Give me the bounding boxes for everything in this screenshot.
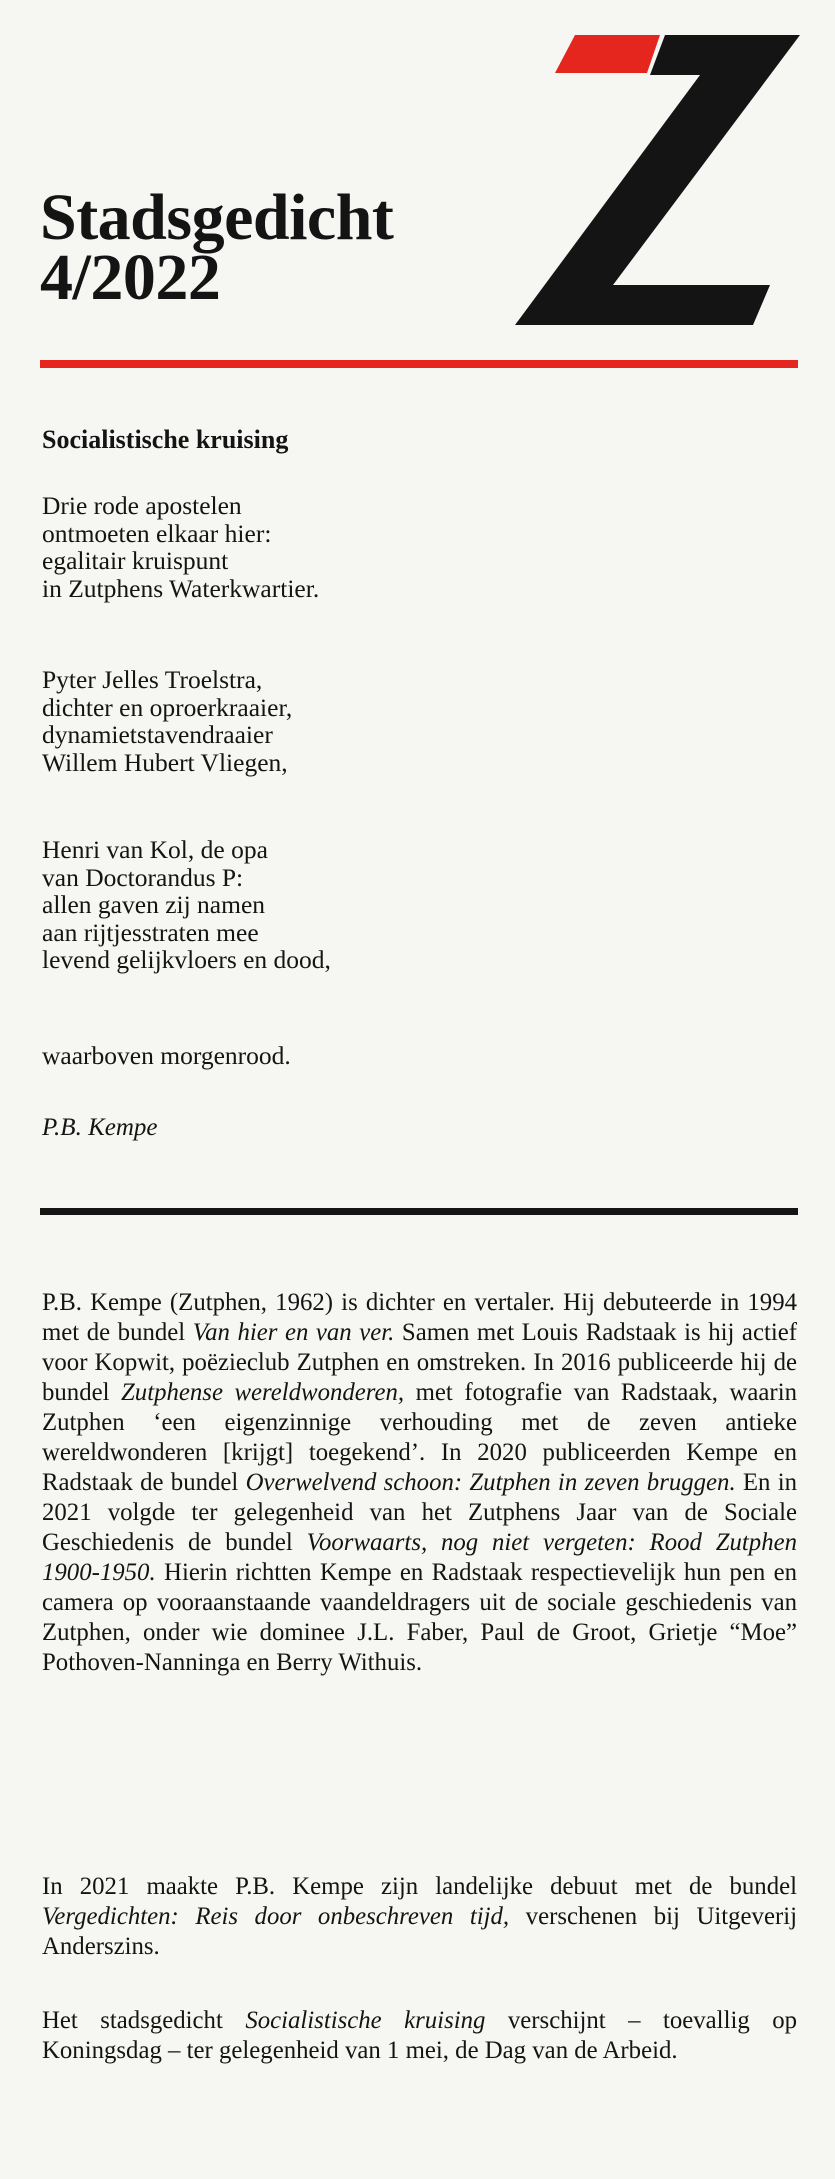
bio-text: Hierin richtten Kempe en Radstaak respectievelijk hun pen en camera op vooraanstaande vaandeldragers uit de sociale geschiedenis van Zutphen, onder wie dominee J.L. Faber, Paul de Groot, Grietje “Moe” Pothoven-Nanninga en Berry Withuis. [42, 1559, 797, 1676]
bio-text: verschijnt – toevallig op Koningsdag – ter gelegenheid van 1 mei, de Dag van de Arbeid. [42, 2007, 797, 2064]
title-line-2: 4/2022 [40, 241, 221, 314]
poem-line: dichter en oproerkraaier, [42, 692, 293, 722]
poem-line: dynamietstavendraaier [42, 720, 273, 749]
bio-text: En in 2021 volgde ter gelegenheid van het Zutphens Jaar van de Sociale Geschiedenis de bundel [42, 1469, 798, 1556]
poem-stanza-4 [42, 1042, 291, 1070]
z-logo-icon [515, 35, 805, 330]
title-line-1: Stadsgedicht [40, 181, 394, 254]
poem-line: Drie rode apostelen [42, 491, 242, 520]
poem-line: Henri van Kol, de opa [42, 835, 268, 864]
poem-line: Willem Hubert Vliegen, [42, 747, 288, 777]
poem-stanza-2 [42, 666, 292, 776]
bio-paragraph-1 [42, 1288, 797, 1678]
page-title [40, 181, 394, 314]
bio-text: met fotografie van Radstaak, waarin Zutphen ‘een eigenzinnige verhouding met de zeven antieke wereldwonderen [krijgt] toegekend’. In 2020 publiceerden Kempe en Radstaak de bundel [42, 1379, 797, 1496]
poem-line: aan rijtjesstraten mee [42, 917, 259, 947]
book-title: Voorwaarts, nog niet vergeten: Rood Zutphen 1900-1950. [42, 1529, 798, 1586]
bio-text: P.B. Kempe (Zutphen, 1962) is dichter en vertaler. Hij debuteerde in 1994 met de bundel [42, 1289, 797, 1346]
book-title: Vergedichten: Reis door onbeschreven tijd, [42, 1903, 510, 1930]
poem-stanza-3 [42, 836, 331, 974]
bio-text: In 2021 maakte P.B. Kempe zijn landelijke debuut met de bundel [42, 1873, 797, 1900]
book-title: Zutphense wereldwonderen, [121, 1379, 405, 1406]
bio-text: Het stadsgedicht [42, 2007, 246, 2034]
poem-line: levend gelijkvloers en dood, [42, 945, 331, 974]
bio-text: Samen met Louis Radstaak is hij actief voor Kopwit, poëzieclub Zutphen en omstreken. In 2016 publiceerde hij de bundel [42, 1319, 797, 1406]
poem-line: allen gaven zij namen [42, 890, 266, 919]
poem-line: Pyter Jelles Troelstra, [42, 665, 263, 694]
poem-line: waarboven morgenrood. [42, 1041, 291, 1070]
book-title: Overwelvend schoon: Zutphen in zeven bruggen. [245, 1469, 736, 1496]
poem-stanza-1 [42, 492, 319, 602]
bio-paragraph-2 [42, 1872, 797, 1962]
poem-line: van Doctorandus P: [42, 862, 244, 892]
poem-line: ontmoeten elkaar hier: [42, 518, 272, 548]
poem-title: Socialistische kruising [42, 425, 289, 454]
poem-line: egalitair kruispunt [42, 546, 229, 575]
black-divider [40, 1208, 798, 1215]
book-title: Van hier en van ver. [192, 1319, 395, 1346]
red-divider [40, 360, 798, 368]
poem-line: in Zutphens Waterkwartier. [42, 573, 320, 603]
bio-paragraph-3 [42, 2006, 797, 2066]
poem-author: P.B. Kempe [42, 1114, 158, 1141]
poem-title-ref: Socialistische kruising [245, 2007, 486, 2034]
bio-text: verschenen bij Uitgeverij Anderszins. [42, 1903, 797, 1960]
